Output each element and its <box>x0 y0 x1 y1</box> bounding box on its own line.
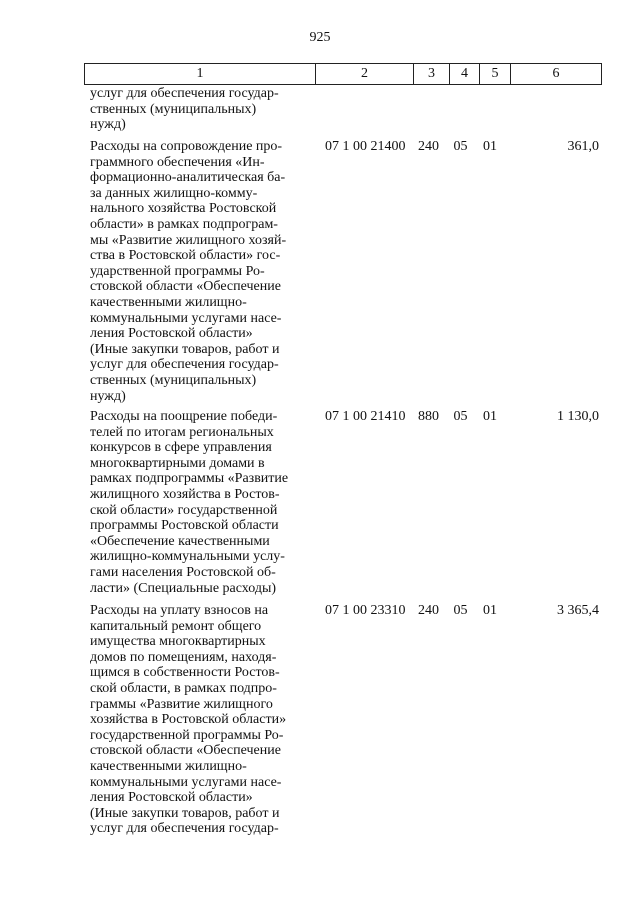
row-sum: 361,0 <box>567 139 599 154</box>
page-number: 925 <box>309 30 331 45</box>
header-col-5: 5 <box>480 64 511 84</box>
row-sum: 3 365,4 <box>557 603 599 618</box>
row-vr: 240 <box>418 603 439 618</box>
row-vr: 240 <box>418 139 439 154</box>
header-col-1: 1 <box>85 64 316 84</box>
row-pr: 01 <box>483 409 497 424</box>
row-description: Расходы на уплату взносов на капитальный ремонт общего имущества многоквартирных домов по помещениям, находя- щимся в собственности Ростов- ской области, в рамках подпро- граммы «Развитие жилищного хозяйства в Ростовской области» государственной программы Ро- стовской области «Обеспечение качественными жилищно- коммунальными услугами насе- ления Ростовской области» (Иные закупки товаров, работ и услуг для обеспечения государ- <box>90 603 287 837</box>
table-row <box>84 86 602 133</box>
row-sum: 1 130,0 <box>557 409 599 424</box>
row-pr: 01 <box>483 139 497 154</box>
table-header <box>84 63 602 85</box>
row-code: 07 1 00 21410 <box>325 409 406 424</box>
row-description: услуг для обеспечения государ- ственных (муниципальных) нужд) <box>90 86 279 133</box>
row-description: Расходы на сопровождение про- граммного обеспечения «Ин- формационно-аналитическая ба- за данных жилищно-комму- нального хозяйства Ростовской области» в рамках подпрограм- мы «Развитие жилищного хозяй- ства в Ростовской области» гос- ударственной программы Ро- стовской области «Обеспечение качественными жилищно- коммунальными услугами насе- ления Ростовской области» (Иные закупки товаров, работ и услуг для обеспечения государ- ственных (муниципальных) нужд) <box>90 139 287 404</box>
header-col-2: 2 <box>316 64 414 84</box>
row-code: 07 1 00 23310 <box>325 603 406 618</box>
row-rz: 05 <box>453 603 468 618</box>
row-rz: 05 <box>453 409 468 424</box>
row-pr: 01 <box>483 603 497 618</box>
header-col-4: 4 <box>450 64 480 84</box>
row-code: 07 1 00 21400 <box>325 139 406 154</box>
table-row <box>84 139 602 404</box>
table-row <box>84 409 602 596</box>
row-vr: 880 <box>418 409 439 424</box>
row-description: Расходы на поощрение победи- телей по итогам региональных конкурсов в сфере управления многоквартирными домами в рамках подпрограммы «Развитие жилищного хозяйства в Ростов- ской области» государственной программы Ростовской области «Обеспечение качественными жилищно-коммунальными услу- гами населения Ростовской об- ласти» (Специальные расходы) <box>90 409 289 596</box>
header-col-6: 6 <box>552 66 560 81</box>
header-col-3: 3 <box>414 64 450 84</box>
row-rz: 05 <box>453 139 468 154</box>
table-row <box>84 603 602 837</box>
